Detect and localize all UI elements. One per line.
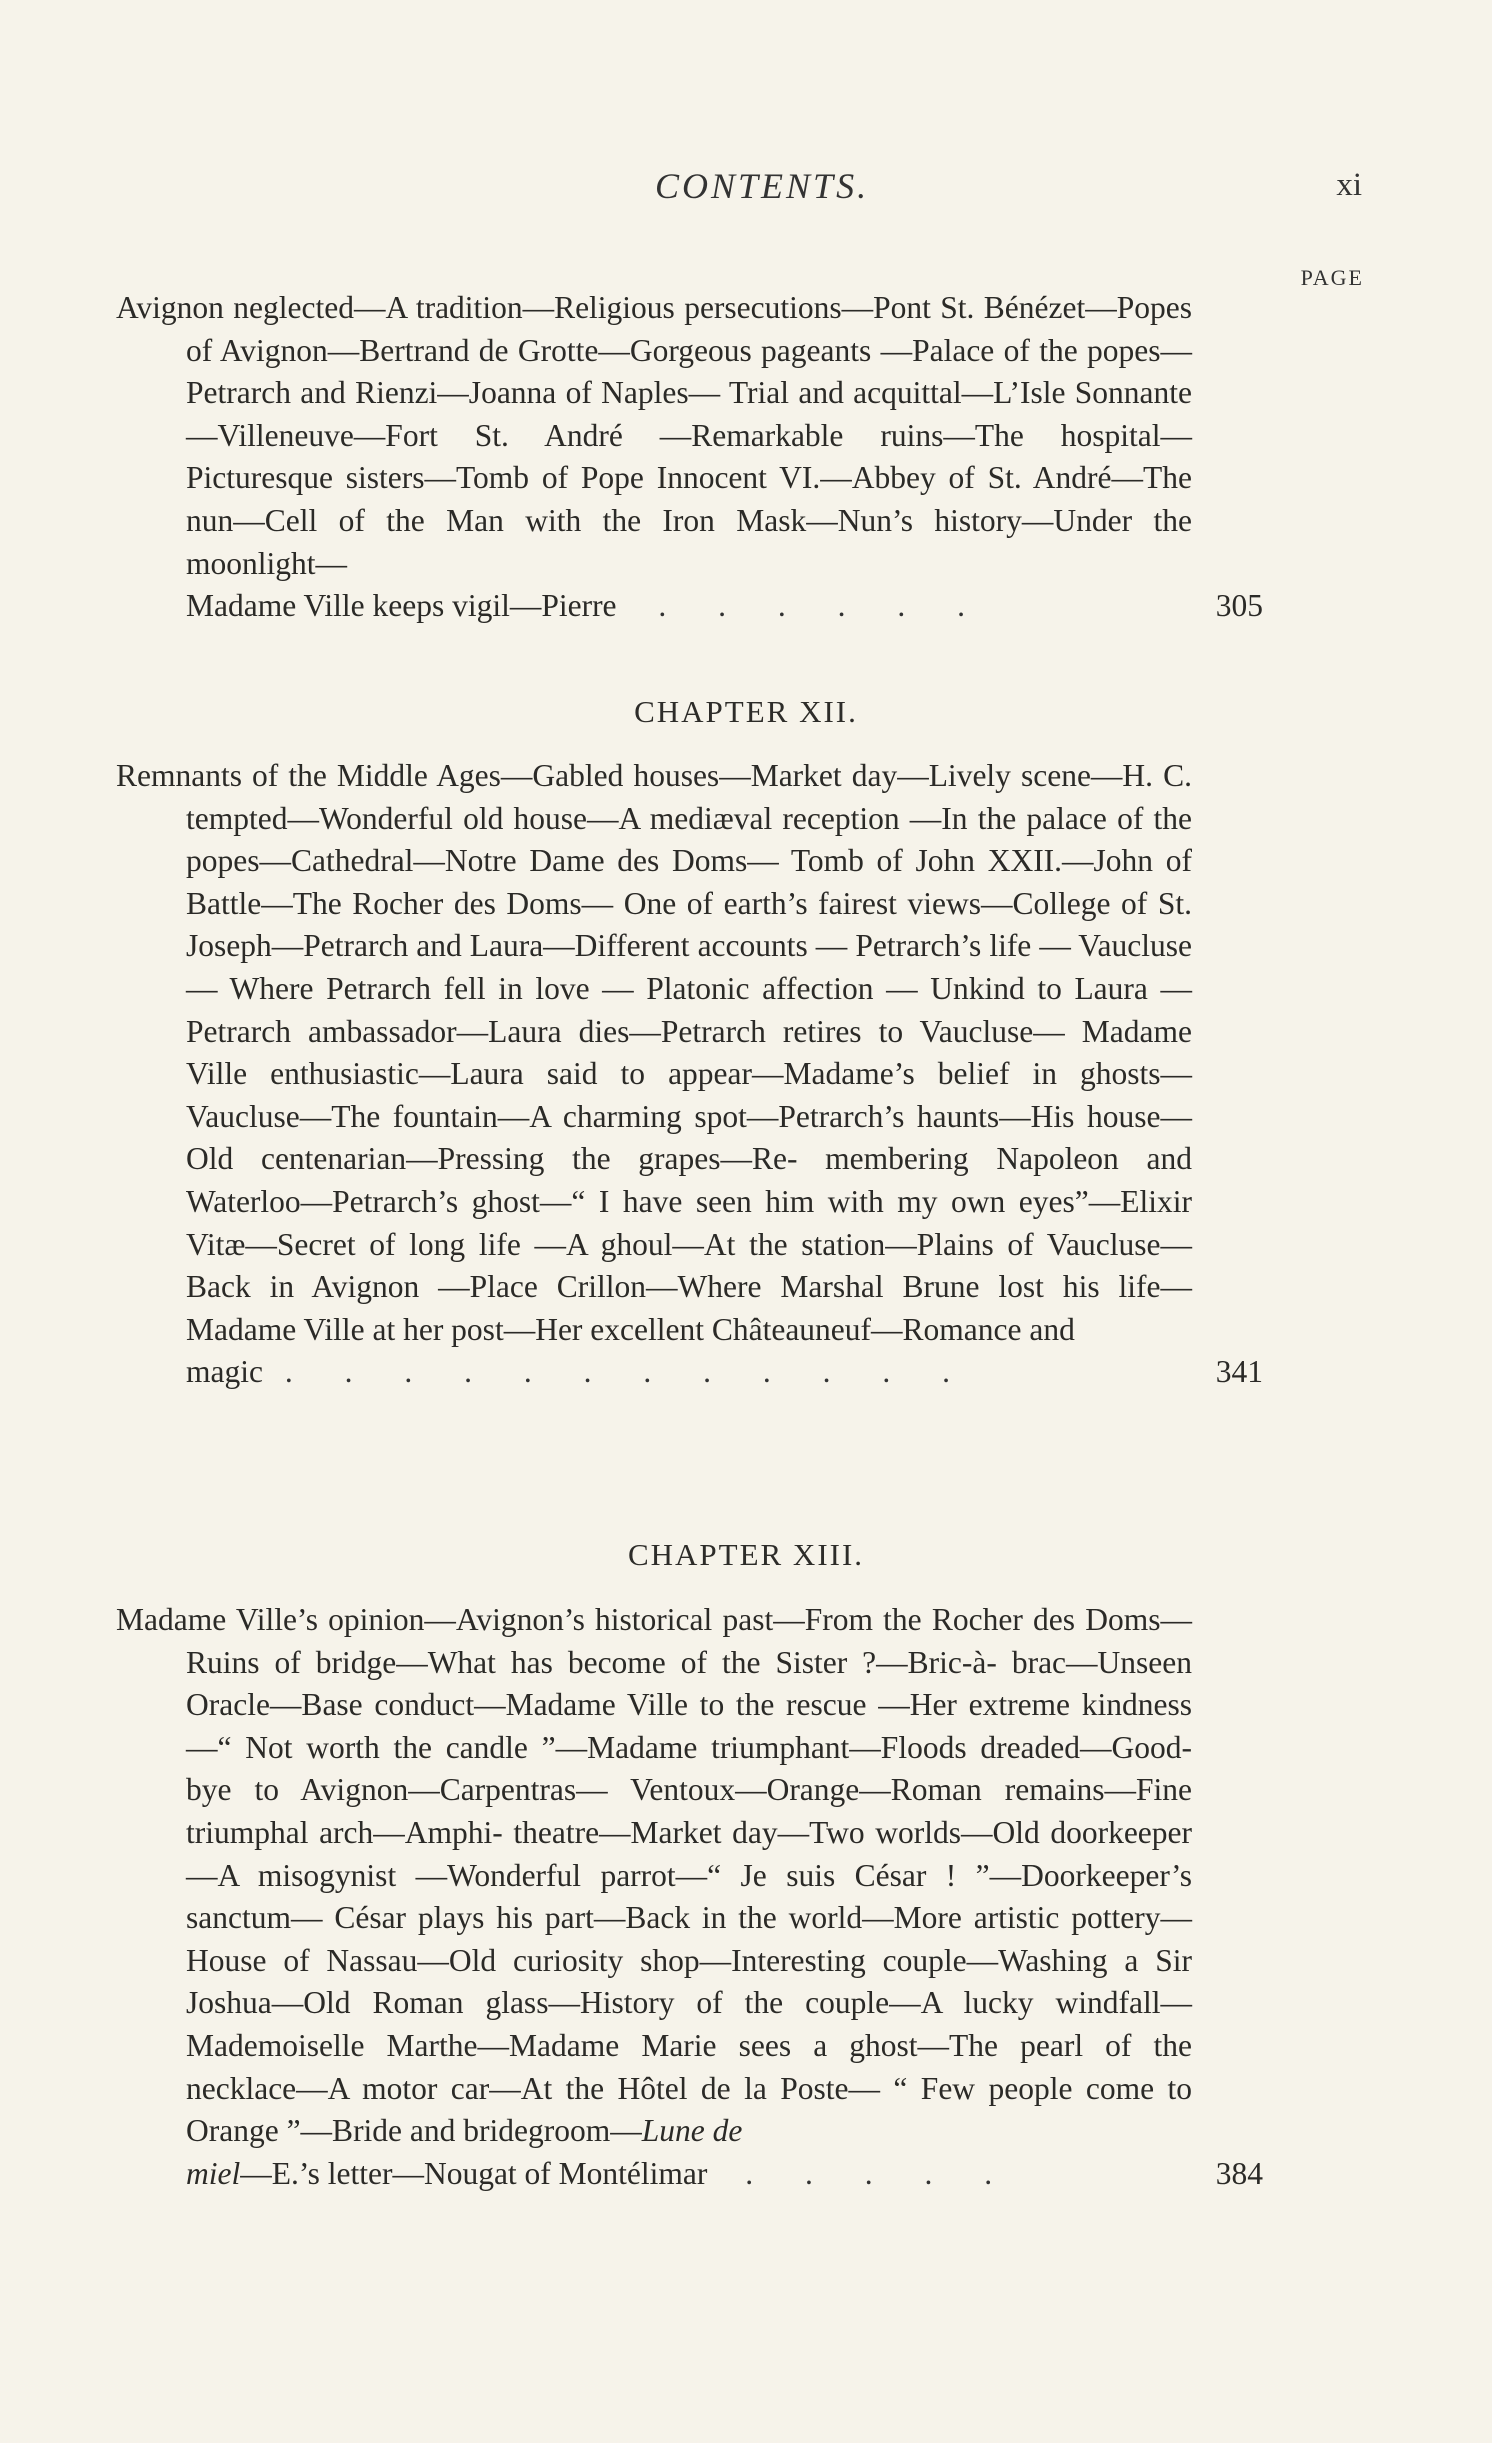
entry-italic-phrase: Lune de (641, 2113, 743, 2149)
entry-italic-phrase: miel (186, 2155, 241, 2191)
entry-summary: Remnants of the Middle Ages—Gabled houses—Market day—Lively scene—H. C. tempted—Wonderful old house—A mediæval reception —In the palace of the popes—Cathedral—Notre Dame des Doms— Tomb of John XXII.—John of Battle—The Rocher des Doms— One of earth’s fairest views—College of St. Joseph—Petrarch and Laura—Different accounts — Petrarch’s life — Vaucluse — Where Petrarch fell in love — Platonic affection — Unkind to Laura — Petrarch ambassador—Laura dies—Petrarch retires to Vaucluse— Madame Ville enthusiastic—Laura said to appear—Madame’s belief in ghosts—Vaucluse—The fountain—A charming spot—Petrarch’s haunts—His house—Old centenarian—Pressing the grapes—Re- membering Napoleon and Waterloo—Petrarch’s ghost—“ I have seen him with my own eyes”—Elixir Vitæ—Secret of long life —A ghoul—At the station—Plains of Vaucluse—Back in Avignon —Place Crillon—Where Marshal Brune lost his life—Madame Ville at her post—Her excellent Châteauneuf—Romance and (116, 758, 1192, 1347)
page-number: 341 (1215, 1354, 1263, 1390)
contents-entry (116, 755, 1296, 1394)
entry-summary: Avignon neglected—A tradition—Religious persecutions—Pont St. Bénézet—Popes of Avignon—Bertrand de Grotte—Gorgeous pageants —Palace of the popes—Petrarch and Rienzi—Joanna of Naples— Trial and acquittal—L’Isle Sonnante—Villeneuve—Fort St. André —Remarkable ruins—The hospital—Picturesque sisters—Tomb of Pope Innocent VI.—Abbey of St. André—The nun—Cell of the Man with the Iron Mask—Nun’s history—Under the moonlight— (116, 290, 1192, 581)
chapter-heading: CHAPTER XII. (634, 694, 858, 729)
entry-last-line (116, 1351, 1296, 1394)
running-title: CONTENTS. (655, 166, 870, 206)
folio-number: xi (1336, 167, 1362, 203)
entry-summary-text: Madame Ville’s opinion—Avignon’s historical past—From the Rocher des Doms—Ruins of bridge—What has become of the Sister ?—Bric-à- brac—Unseen Oracle—Base conduct—Madame Ville to the rescue —Her extreme kindness—“ Not worth the candle ”—Madame triumphant—Floods dreaded—Good-bye to Avignon—Carpentras— Ventoux—Orange—Roman remains—Fine triumphal arch—Amphi- theatre—Market day—Two worlds—Old doorkeeper—A misogynist —Wonderful parrot—“ Je suis César ! ”—Doorkeeper’s sanctum— César plays his part—Back in the world—More artistic pottery— House of Nassau—Old curiosity shop—Interesting couple—Washing a Sir Joshua—Old Roman glass—History of the couple—A lucky windfall—Mademoiselle Marthe—Madame Marie sees a ghost—The pearl of the necklace—A motor car—At the Hôtel de la Poste— “ Few people come to Orange ”—Bride and bridegroom— (116, 1602, 1192, 2149)
page-number: 305 (1215, 588, 1263, 624)
entry-summary (116, 1599, 1192, 2153)
dot-leader: . . . . . (745, 2155, 1015, 2191)
dot-leader: . . . . . . . . . . . . (284, 1354, 972, 1390)
running-head (0, 165, 1492, 215)
page-number: 384 (1215, 2155, 1263, 2191)
entry-last-text: magic (186, 1354, 263, 1390)
dot-leader: . . . . . . (658, 588, 988, 624)
entry-last-text: —E.’s letter—Nougat of Montélimar (240, 2155, 708, 2191)
entry-last-line (116, 2153, 1296, 2196)
entry-last-line (116, 585, 1296, 628)
entry-last-text: Madame Ville keeps vigil—Pierre (186, 588, 617, 624)
chapter-heading: CHAPTER XIII. (627, 1537, 865, 1572)
contents-entry (116, 287, 1296, 628)
contents-entry (116, 1599, 1296, 2195)
page-column-label: PAGE (1300, 265, 1364, 290)
